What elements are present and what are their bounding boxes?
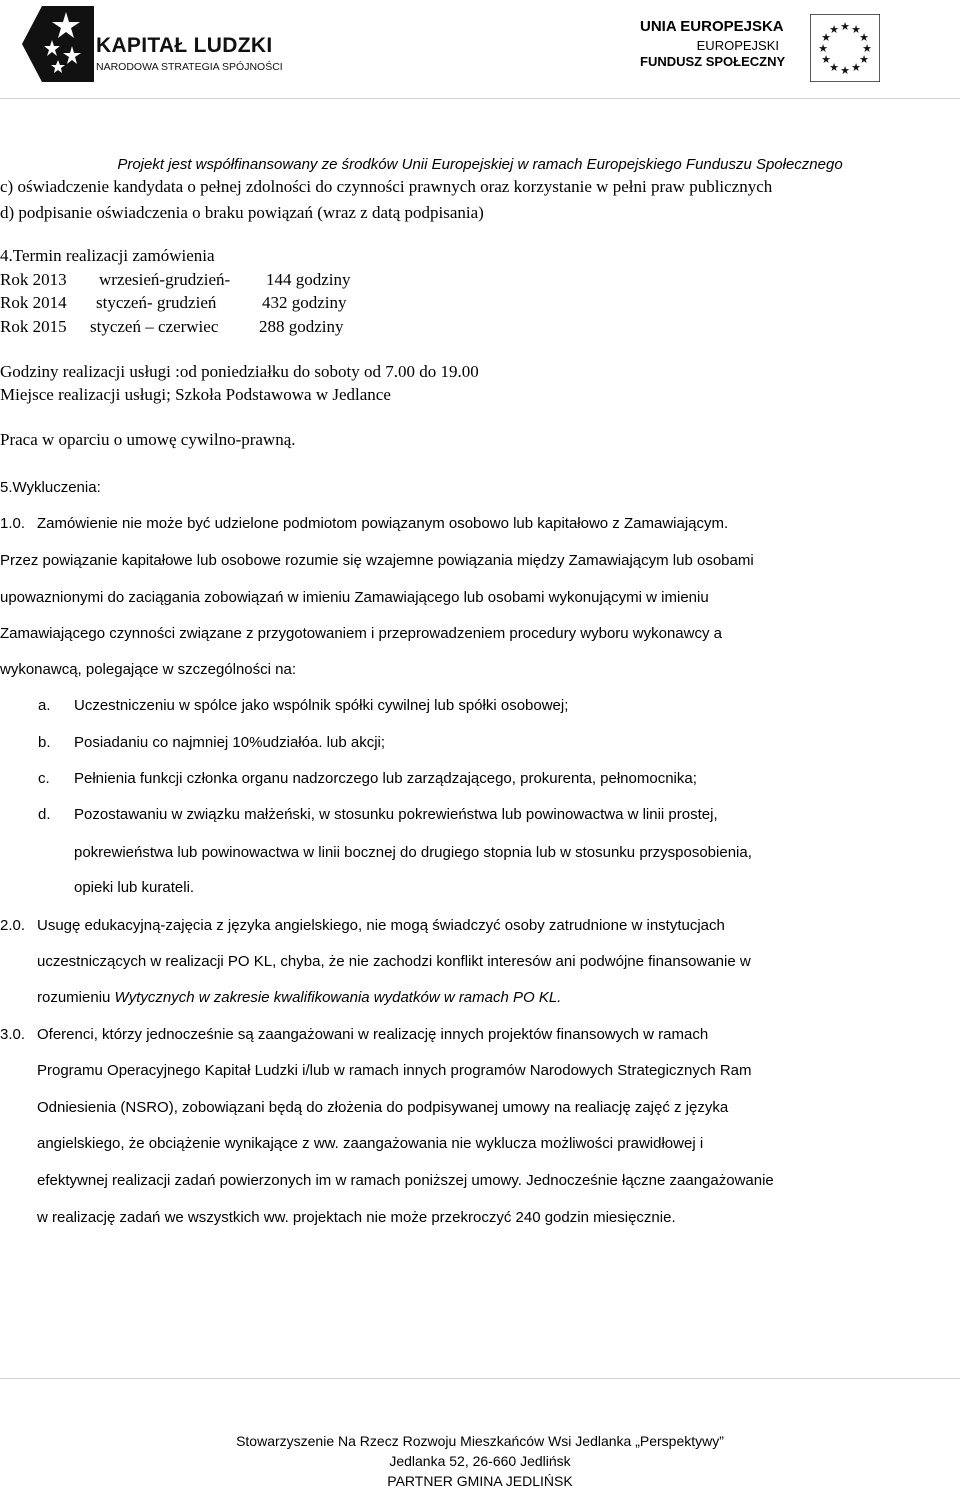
paragraph-line: Zamówienie nie może być udzielone podmiotom powiązanym osobowo lub kapitałowo z Zamawiającym.	[37, 515, 729, 532]
paragraph-line: Odniesienia (NSRO), zobowiązani będą do złożenia do podpisywanej umowy na realiację zajęć z języka	[37, 1099, 729, 1116]
schedule-hours: 288 godziny	[259, 317, 344, 336]
paragraph-line: Zamawiającego czynności związane z przygotowaniem i przeprowadzeniem procedury wyboru wykonawcy a	[0, 625, 722, 642]
service-hours: Godziny realizacji usługi :od poniedziałku do soboty od 7.00 do 19.00	[0, 362, 479, 381]
list-item-letter: a.	[38, 697, 51, 714]
svg-text:★: ★	[829, 61, 839, 74]
svg-text:★: ★	[851, 61, 861, 74]
list-item: Pełnienia funkcji członka organu nadzorczego lub zarządzającego, prokurenta, pełnomocnika;	[74, 770, 697, 787]
footer-address: Jedlanka 52, 26-660 Jedlińsk	[389, 1453, 571, 1469]
schedule-period: styczeń – czerwiec	[90, 317, 219, 336]
svg-text:★: ★	[829, 23, 839, 36]
service-location: Miejsce realizacji usługi; Szkoła Podstawowa w Jedlance	[0, 385, 391, 404]
paragraph-number: 3.0.	[0, 1026, 26, 1043]
kapital-ludzki-title: KAPITAŁ LUDZKI	[96, 34, 273, 57]
svg-text:★: ★	[851, 23, 861, 36]
svg-text:★: ★	[821, 31, 831, 44]
list-item-letter: b.	[38, 734, 51, 751]
schedule-hours: 144 godziny	[266, 270, 351, 289]
requirement-c: c) oświadczenie kandydata o pełnej zdolności do czynności prawnych oraz korzystanie w pełni praw publicznych	[0, 177, 773, 196]
header-divider	[0, 98, 960, 99]
eu-fund-line2: FUNDUSZ SPOŁECZNY	[640, 54, 786, 69]
kapital-ludzki-logo	[22, 6, 302, 86]
section-4-title: 4.Termin realizacji zamówienia	[0, 246, 215, 265]
requirement-d: d) podpisanie oświadczenia o braku powiązań (wraz z datą podpisania)	[0, 203, 484, 222]
footer-partner: PARTNER GMINA JEDLIŃSK	[387, 1473, 573, 1489]
paragraph-number: 2.0.	[0, 917, 26, 934]
eu-title: UNIA EUROPEJSKA	[640, 18, 784, 35]
paragraph-line: Przez powiązanie kapitałowe lub osobowe rozumie się wzajemne powiązania między Zamawiającym lub osobami	[0, 552, 754, 569]
contract-type: Praca w oparciu o umowę cywilno-prawną.	[0, 430, 296, 449]
paragraph-line: Oferenci, którzy jednocześnie są zaangażowani w realizację innych projektów finansowych w ramach	[37, 1026, 709, 1043]
svg-text:★: ★	[859, 53, 869, 66]
footer-divider	[0, 1378, 960, 1379]
section-5-title: 5.Wykluczenia:	[0, 479, 101, 496]
svg-text:★: ★	[821, 53, 831, 66]
list-item: Posiadaniu co najmniej 10%udziałóa. lub akcji;	[74, 734, 386, 751]
cofinancing-note: Projekt jest współfinansowany ze środków Unii Europejskiej w ramach Europejskiego Funduszu Społecznego	[117, 156, 843, 173]
paragraph-line: angielskiego, że obciążenie wynikające z ww. zaangażowania nie wyklucza możliwości prawidłowej i	[37, 1135, 704, 1152]
paragraph-line: Usugę edukacyjną-zajęcia z języka angielskiego, nie mogą świadczyć osoby zatrudnione w instytucjach	[37, 917, 725, 934]
svg-text:★: ★	[859, 31, 869, 44]
schedule-period: styczeń- grudzień	[96, 293, 217, 312]
paragraph-line: w realizację zadań we wszystkich ww. projektach nie może przekroczyć 240 godzin miesięcznie.	[37, 1209, 676, 1226]
schedule-year: Rok 2015	[0, 317, 67, 336]
eu-logo	[640, 10, 940, 90]
paragraph-line: efektywnej realizacji zadań powierzonych im w ramach poniższej umowy. Jednocześnie łączne zaangażowanie	[37, 1172, 774, 1189]
footer-organization: Stowarzyszenie Na Rzecz Rozwoju Mieszkańców Wsi Jedlanka „Perspektywy”	[236, 1433, 724, 1449]
paragraph-line: upowaznionymi do zaciągania zobowiązań w imieniu Zamawiającego lub osobami wykonującymi w imieniu	[0, 589, 709, 606]
list-item-letter: d.	[38, 806, 51, 823]
paragraph-number: 1.0.	[0, 515, 26, 532]
kapital-ludzki-subtitle: NARODOWA STRATEGIA SPÓJNOŚCI	[96, 61, 283, 73]
eu-fund-line1: EUROPEJSKI	[696, 38, 779, 53]
schedule-period: wrzesień-grudzień-	[99, 270, 231, 289]
svg-text:★: ★	[862, 42, 872, 55]
svg-text:★: ★	[840, 64, 850, 77]
list-item: Pozostawaniu w związku małżeński, w stosunku pokrewieństwa lub powinowactwa w linii prostej,	[74, 806, 718, 823]
schedule-year: Rok 2014	[0, 293, 67, 312]
list-item-continuation: opieki lub kurateli.	[74, 879, 195, 896]
paragraph-line-prefix: rozumieniu	[37, 989, 115, 1006]
svg-text:★: ★	[840, 20, 850, 33]
paragraph-line	[37, 989, 561, 1006]
schedule-hours: 432 godziny	[262, 293, 347, 312]
paragraph-line: wykonawcą, polegające w szczególności na:	[0, 661, 296, 678]
paragraph-line: uczestniczących w realizacji PO KL, chyba, że nie zachodzi konflikt interesów ani podwójne finansowanie w	[37, 953, 751, 970]
kapital-ludzki-emblem-icon	[22, 6, 94, 82]
list-item: Uczestniczeniu w spólce jako wspólnik spółki cywilnej lub spółki osobowej;	[74, 697, 569, 714]
list-item-letter: c.	[38, 770, 50, 787]
svg-text:★: ★	[818, 42, 828, 55]
list-item-continuation: pokrewieństwa lub powinowactwa w linii bocznej do drugiego stopnia lub w stosunku przysposobienia,	[74, 844, 752, 861]
eu-stars-icon	[810, 14, 880, 82]
guidelines-reference: Wytycznych w zakresie kwalifikowania wydatków w ramach PO KL.	[114, 989, 562, 1006]
schedule-year: Rok 2013	[0, 270, 67, 289]
paragraph-line: Programu Operacyjnego Kapitał Ludzki i/lub w ramach innych programów Narodowych Strategicznych Ram	[37, 1062, 752, 1079]
